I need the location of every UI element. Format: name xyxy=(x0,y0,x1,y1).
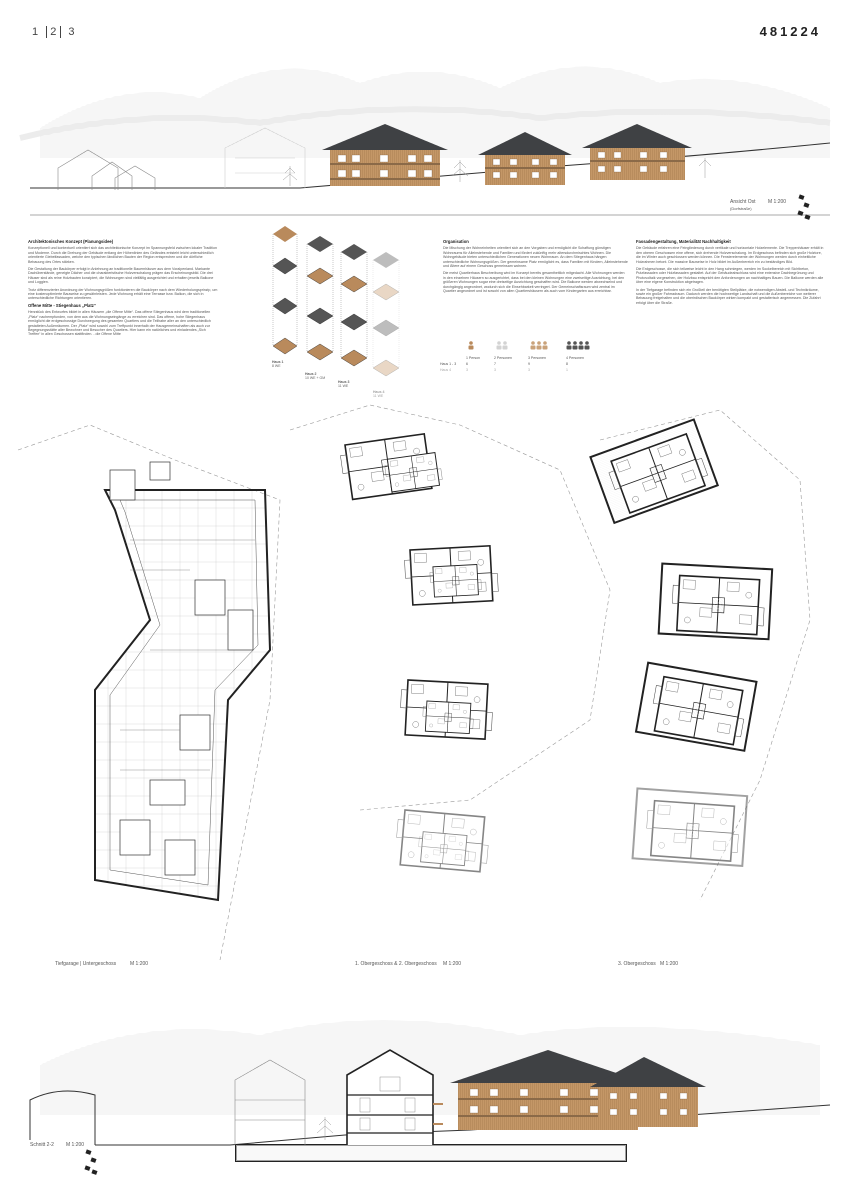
text-facade xyxy=(636,240,826,308)
organisation-paragraph-2: Die meist Quartierhaus Beschreibung wird im Konzept bereits gesamtheitlich mitgedacht. Alle Wohnungen werden in den einzelnen Häusern so ausgerichtet, dass bei den kleinen Wohnungen eine zweiseitige Ausrichtung, bei den größeren Wohnungen sogar eine dreiseitige Ausrichtung geschaffen wird. Die Balkone werden abwechselnd und durchgängig angeordnet, wodurch sich die Einsehbarkeit verringert. Der Gemeinschaftsraum wird zentral im Quartier angeordnet und ist sowohl von allen Quartiershäusern als auch vom Kindergarten aus erreichbar. xyxy=(443,271,625,294)
facade-paragraph-1: Die Gebäude erfahren eine Feingliederung durch vertikale und horizontale Holzelemente. Die Treppenhäuser erhält in den oberen Geschossen eine offene, sich drehende Holzverschalung. Im Erdgeschoss befinden sich große Holztore, die im Winter auch geschlossen werden können. Die Fensterelemente der Wohnungen werden durch einheitliche Holzrahmen betont. Die massive Bauweise in Holz bildet im Außenbereich ein zu beständiges Bild. xyxy=(636,246,824,264)
label-upper-3: 3. Obergeschoss xyxy=(618,961,656,967)
header-2-persons: 2 Personen xyxy=(494,356,512,360)
basement-plan xyxy=(95,462,270,900)
heading-organisation: Organisation xyxy=(443,239,469,244)
header-1-person: 1 Person xyxy=(466,356,481,360)
plan-house-2-top xyxy=(659,564,773,640)
heading-open-center: Offene Mitte - Stiegenhaus „Platz“ xyxy=(28,302,96,308)
open-center-paragraph: Herzstück des Entwurfes bildet in allen Häusern „die Offene Mitte“. Das offene Stiegenhaus wird dem traditionellen „Platz“ nachempfunden, von dem aus die Wohnungseingänge zu erreichen sind. Das offene, hohe Stiegenhaus ermöglicht die erdgeschossige Durchwegung des gesamten Quartiers und die Teilhabe aller an den unterschiedlich gestalteten Außenräumen. Der „Platz“ wird sowohl zum Treffpunkt innerhalb der Hausgemeinschaften als auch zur Begegnungsstätte aller Bewohner und Besucher des Quartiers. Hier kann ein natürliches und einladendes „Sich Treffen“ in allen Geschossen stattfinden. - die Offene Mitte xyxy=(28,310,211,337)
page-2-current[interactable]: 2 xyxy=(46,26,61,38)
north-arrow-section-icon xyxy=(82,1148,102,1178)
plan-house-4-top xyxy=(633,788,748,866)
project-number: 481224 xyxy=(759,24,821,39)
scale-upper-3: M 1:200 xyxy=(660,961,679,967)
label-upper-12: 1. Obergeschoss & 2. Obergeschoss xyxy=(355,961,437,967)
house-2-label: Haus 2 10 WE + GM xyxy=(305,372,326,380)
section-title: Schnitt 2-2 xyxy=(30,1142,54,1148)
occupancy-icons xyxy=(463,340,633,352)
table-row: Haus 1 - 3 6 7 9 8 xyxy=(440,362,568,366)
elevation-subtitle: (Dorfstraße) xyxy=(730,206,752,211)
heading-facade: Fassadengestaltung, Materialität Nachhaltigkeit xyxy=(636,239,731,244)
header-4-persons: 4 Personen xyxy=(566,356,584,360)
label-basement: Tiefgarage | Untergeschoss xyxy=(55,961,117,967)
concept-paragraph-3: Trotz differenzierter Anordnung der Wohnungsgrößen funktionieren die Baukörper nach dem Wiederholungsprinzip, um eine kostenoptimierte Bauweise zu gewährleisten. Jede Wohnung erhält eine Terrasse bzw. Balkon, die sich in unterschiedliche Richtungen orientieren. xyxy=(28,287,218,301)
text-organisation xyxy=(443,240,628,296)
elevation-title: Ansicht Ost xyxy=(730,199,756,205)
elevation-drawing xyxy=(0,28,849,218)
heading-concept: Architektonisches Konzept (Planungsidee) xyxy=(28,239,114,244)
concept-paragraph-2: Die Gestaltung der Baukörper erfolgt in Anlehnung an traditionelle Bauernhäuser aus dem Voralpenland. Markante Dachüberstände, geneigte Dächer und die charakteristische Holzverschalung prägen das Erscheinungsbild. Die drei Häuser sind als reine Holzbauten konzipiert, die Wohnungen sind vielfältig ausgerichtet und erhalten jeweils Balkone und Loggien. xyxy=(28,267,214,285)
page-1[interactable]: 1 xyxy=(32,26,40,38)
organisation-paragraph-1: Die Mischung der Wohneinheiten orientiert sich an den Vorgaben und ermöglicht die Schaffung günstigen Wohnraums für Alleinstehende und Familien und fördert zukünftig mehr altersdurchmischtes Wohnen. Die Wohngebäude bieten unterschiedlichen Generationen neuen Wohnraum. An dem Stiegenhaus hängen unterschiedliche Wohnungsgrößen. Der gemeinsame Platz ermöglicht es, dass Familien mit Kindern, Alleinstehende und Ältere auf einem Geschoss gemeinsam wohnen. xyxy=(443,246,628,269)
plan-house-1-upper xyxy=(339,432,443,500)
plan-house-3-top xyxy=(636,663,756,751)
person-icon-4 xyxy=(567,341,590,349)
house-3-label: Haus 3 11 WE xyxy=(338,380,350,388)
plan-house-3-upper xyxy=(399,680,494,740)
plan-house-4-upper xyxy=(394,809,490,872)
axo-house-4 xyxy=(373,252,399,376)
facade-paragraph-2: Die Erdgeschosse, die sich teilweise leicht in den Hang schmiegen, werden im Sockelbereich mit Sichtbeton, Putzfassaden oder Holzfassaden gestaltet. Auf der Gebäudeabschluss wird eine extensive Dachbegrünung und Photovoltaik vorgesehen, der Holzbau entspricht den Anforderungen an nachhaltiges Bauen. Die Balkone werden alle über eine eigene Konstruktion abgetragen. xyxy=(636,267,824,285)
concept-paragraph-1: Konzeptionell und kontextuell orientiert sich das architektonische Konzept im Spannungsfeld zwischen lokaler Tradition und Moderne. Durch die Drehung der Gebäude entlang der Höhenlinien des Geländes entsteht leicht unterschiedlich orientierte Giebelfassaden, welche den typischen ländlichen Bauten der Region entsprechen und die dörfliche Bebauung des Ortes stärken. xyxy=(28,246,217,264)
elevation-scale: M 1:200 xyxy=(768,199,787,205)
table-row: Haus 4 3 3 3 1 xyxy=(440,368,568,372)
text-architectural-concept xyxy=(28,240,218,340)
house-4-label: Haus 4 11 WE xyxy=(373,390,385,398)
header-3-persons: 3 Personen xyxy=(528,356,546,360)
page-3[interactable]: 3 xyxy=(68,26,76,38)
house-1-label: Haus 1 8 WE xyxy=(272,360,284,368)
axo-house-1 xyxy=(273,226,297,354)
person-icon-3 xyxy=(531,341,548,349)
scale-basement: M 1:200 xyxy=(130,961,149,967)
plan-house-1-top xyxy=(590,419,717,522)
person-icon-2 xyxy=(497,341,508,349)
floor-plans xyxy=(0,400,849,960)
axonometric-diagram xyxy=(265,222,415,402)
axo-house-3 xyxy=(341,244,367,366)
axo-house-2 xyxy=(307,236,333,360)
scale-upper-12: M 1:200 xyxy=(443,961,462,967)
section-scale: M 1:200 xyxy=(66,1142,85,1148)
north-arrow-icon xyxy=(795,193,815,223)
plan-house-2-upper xyxy=(404,545,499,605)
person-icon-1 xyxy=(469,341,474,349)
facade-paragraph-3: In der Tiefgarage befinden sich ein Großteil der benötigten Stellplätze, die notwendigen Abstell- und Technikräume, sowie ein großer Fahrradraum. Dadurch werden die hochwertige Landschaft und die Außenbereiche von weiterer Bebauung freigehalten und die oberirdischen Baukörper wirken kompakt und gestalterisch angemessen. Die Zufahrt erfolgt über die Straße. xyxy=(636,287,821,305)
occupancy-table xyxy=(440,355,588,373)
section-drawing xyxy=(0,1005,849,1175)
